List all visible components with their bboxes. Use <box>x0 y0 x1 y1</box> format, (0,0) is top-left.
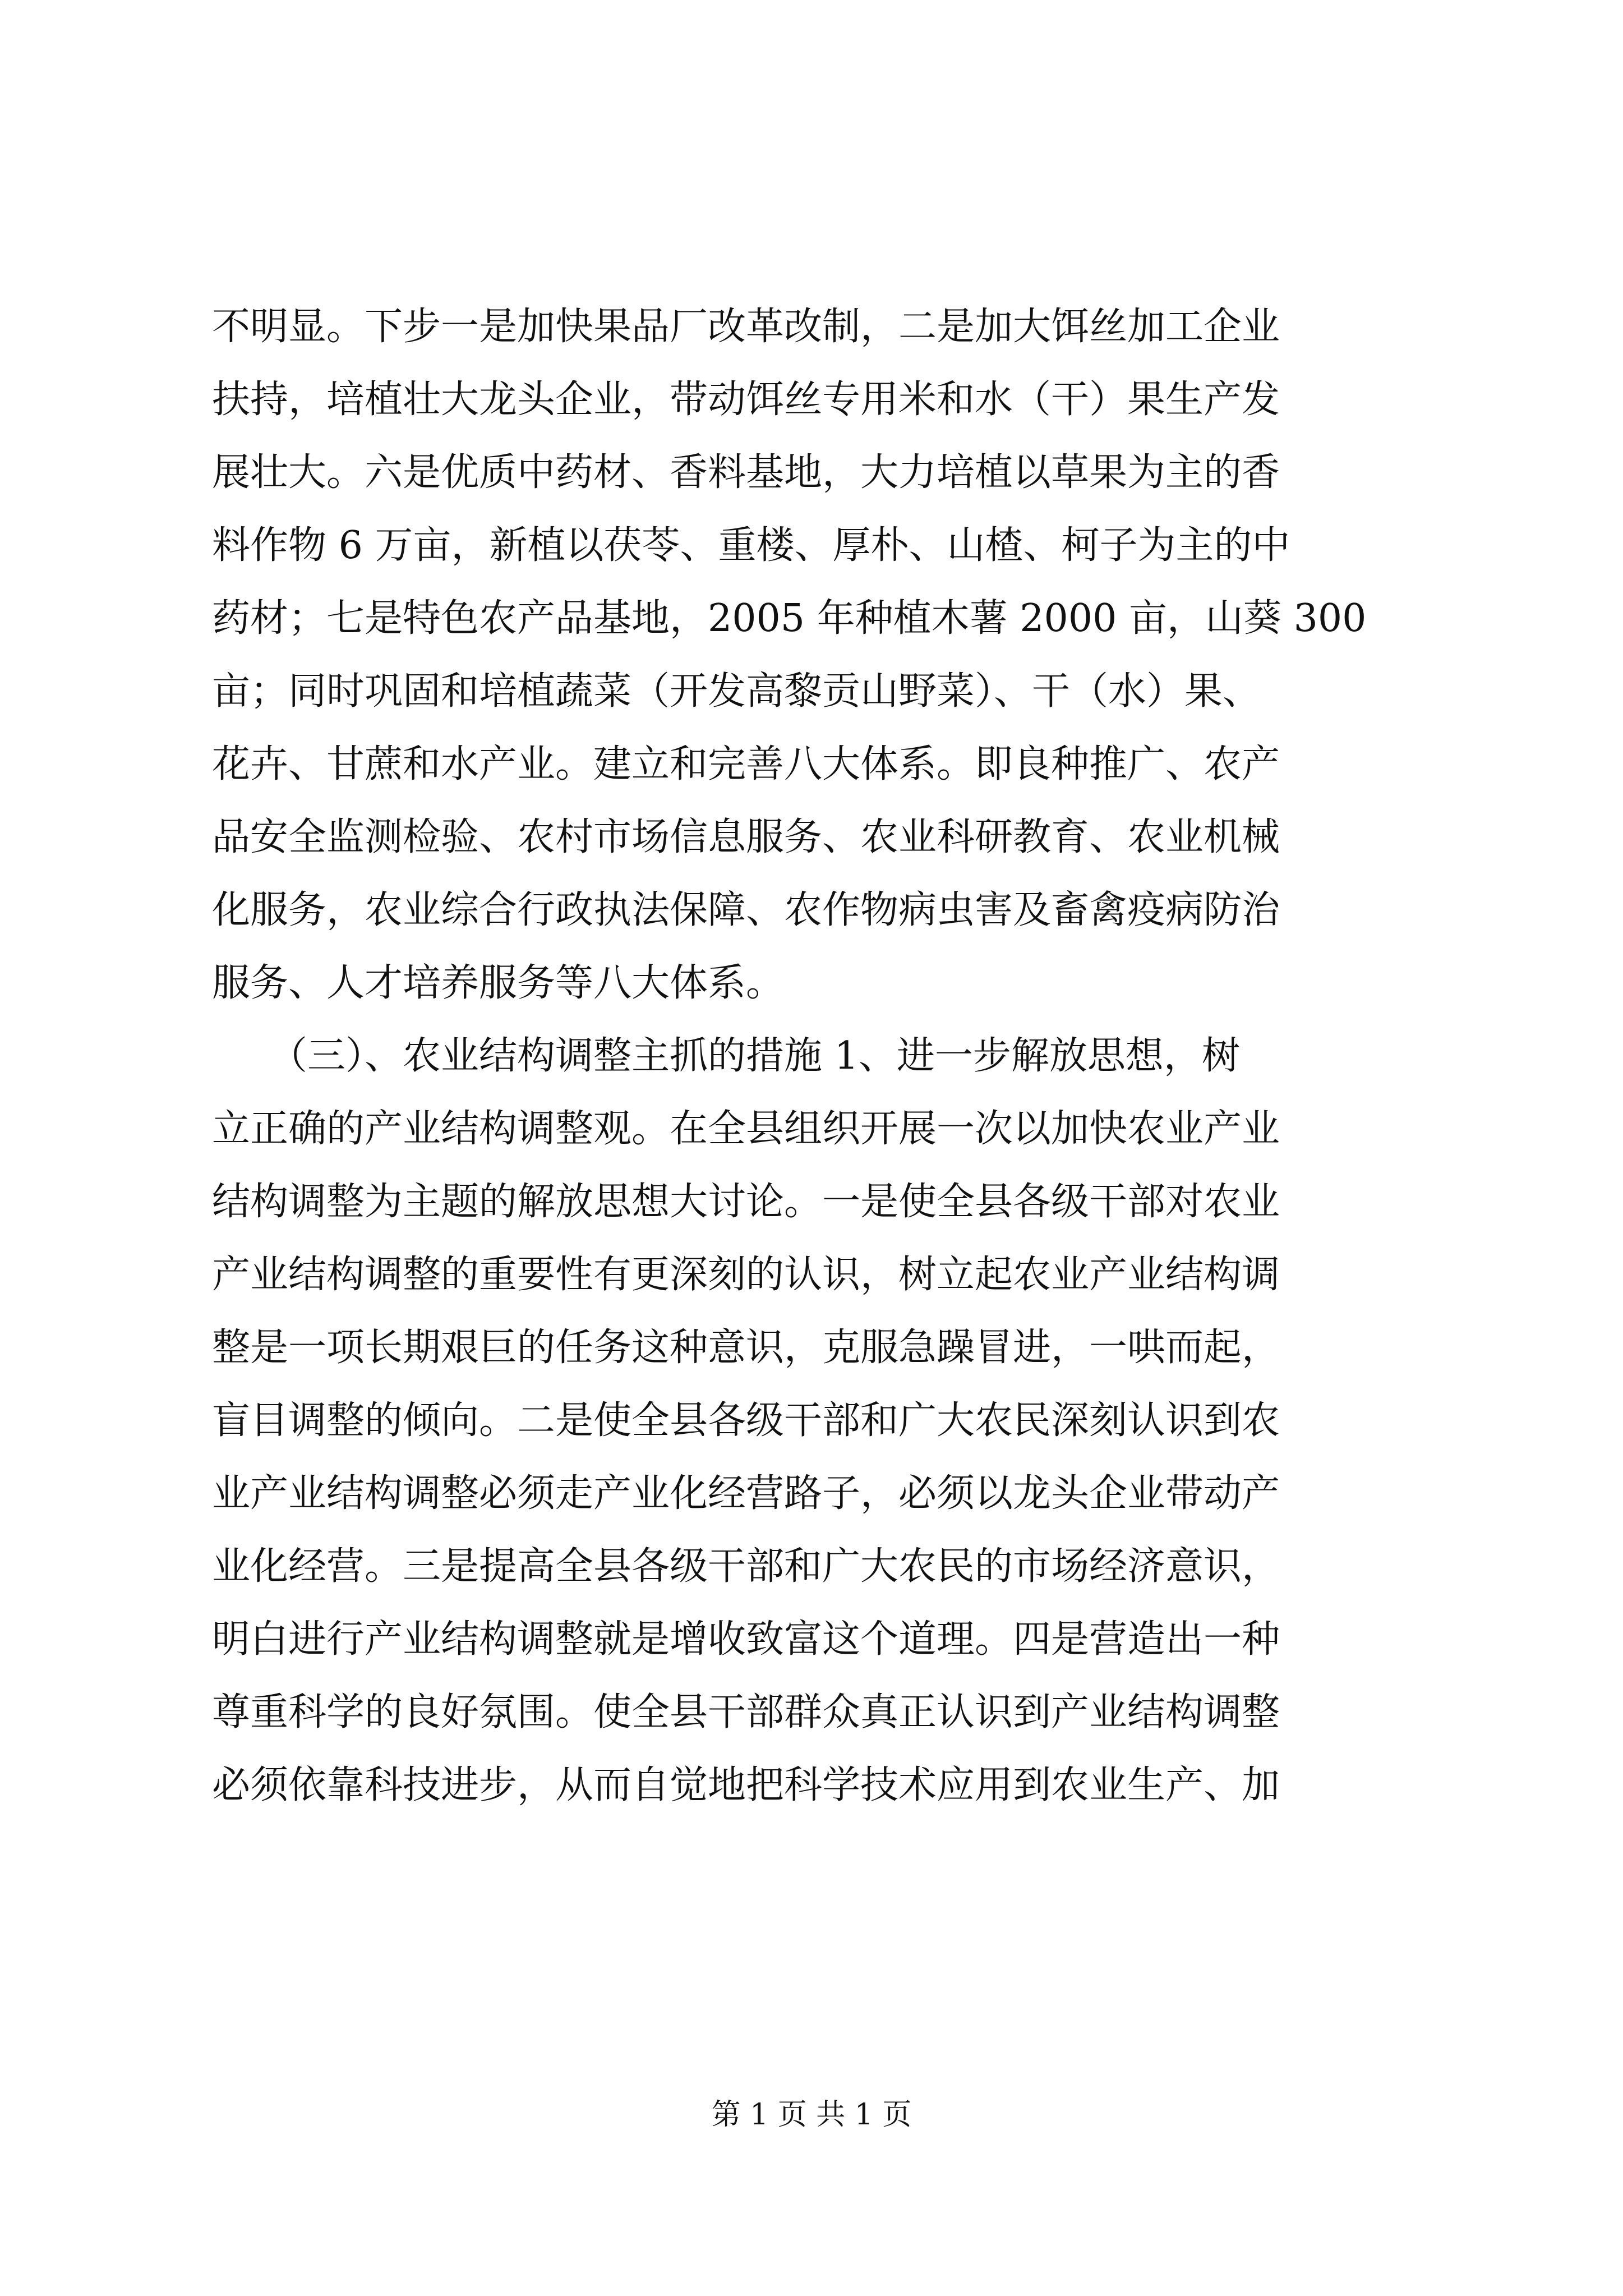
text-line: 亩；同时巩固和培植蔬菜（开发高黎贡山野菜）、干（水）果、 <box>212 669 1261 714</box>
text-line: 不明显。下步一是加快果品厂改革改制，二是加大饵丝加工企业 <box>212 305 1280 349</box>
text-line: 药材；七是特色农产品基地，2005 年种植木薯 2000 亩，山葵 300 <box>212 596 1367 641</box>
text-line: 业产业结构调整必须走产业化经营路子，必须以龙头企业带动产 <box>212 1471 1280 1516</box>
text-line: 料作物 6 万亩，新植以茯苓、重楼、厚朴、山楂、柯子为主的中 <box>212 523 1290 568</box>
body-text <box>212 291 1412 1822</box>
text-line: 明白进行产业结构调整就是增收致富这个道理。四是营造出一种 <box>212 1617 1280 1662</box>
text-line: 业化经营。三是提高全县各级干部和广大农民的市场经济意识， <box>212 1544 1280 1589</box>
text-line: 产业结构调整的重要性有更深刻的认识，树立起农业产业结构调 <box>212 1253 1280 1297</box>
text-line: （三）、农业结构调整主抓的措施 1、进一步解放思想，树 <box>212 1034 1240 1078</box>
text-line: 品安全监测检验、农村市场信息服务、农业科研教育、农业机械 <box>212 815 1280 859</box>
text-line: 整是一项长期艰巨的任务这种意识，克服急躁冒进，一哄而起， <box>212 1326 1280 1370</box>
text-line: 结构调整为主题的解放思想大讨论。一是使全县各级干部对农业 <box>212 1180 1280 1224</box>
text-line: 扶持，培植壮大龙头企业，带动饵丝专用米和水（干）果生产发 <box>212 378 1280 422</box>
text-line: 尊重科学的良好氛围。使全县干部群众真正认识到产业结构调整 <box>212 1690 1280 1734</box>
page-footer: 第 1 页 共 1 页 <box>711 2098 912 2132</box>
text-line: 花卉、甘蔗和水产业。建立和完善八大体系。即良种推广、农产 <box>212 742 1280 786</box>
text-line: 盲目调整的倾向。二是使全县各级干部和广大农民深刻认识到农 <box>212 1398 1280 1443</box>
text-line: 立正确的产业结构调整观。在全县组织开展一次以加快农业产业 <box>212 1107 1280 1151</box>
text-line: 必须依靠科技进步，从而自觉地把科学技术应用到农业生产、加 <box>212 1763 1280 1807</box>
text-line: 化服务，农业综合行政执法保障、农作物病虫害及畜禽疫病防治 <box>212 888 1280 932</box>
text-line: 展壮大。六是优质中药材、香料基地，大力培植以草果为主的香 <box>212 450 1280 495</box>
text-line: 服务、人才培养服务等八大体系。 <box>212 961 785 1005</box>
